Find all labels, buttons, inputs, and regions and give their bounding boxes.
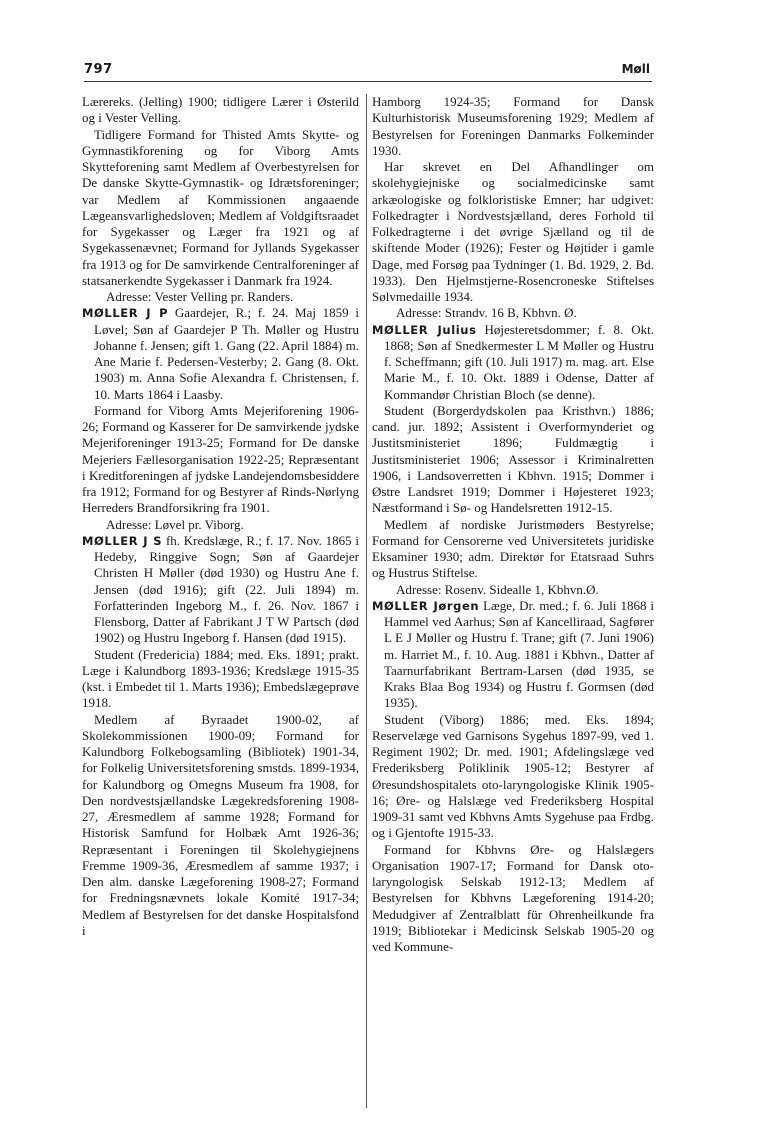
- entry-name: MØLLER Julius: [372, 322, 477, 337]
- entry-text: Højesteretsdommer; f. 8. Okt. 1868; Søn af Snedkermester L M Møller og Hustru f. Scheffmann; gift (10. Juli 1917) m. mag. art. Else Marie M., f. 10. Okt. 1889 i Odense, Datter af Kommandør Christian Bloch (se denne).: [384, 321, 654, 402]
- left-column: [82, 94, 359, 939]
- header-rule: [84, 81, 652, 82]
- column-divider: [366, 94, 367, 1108]
- address-line: Adresse: Strandv. 16 B, Kbhvn. Ø.: [396, 305, 577, 321]
- paragraph: Student (Borgerdydskolen paa Kristhvn.) 1886; cand. jur. 1892; Assistent i Overformynderiet og Justitsministeriet 1896; Fuldmægtig i Justitsministeriet 1906; Assessor i Kriminalretten 1906, i Landsoverretten i Kbhvn. 1915; Dommer i Østre Landsret 1919; Dommer i Højesteret 1923; Næstformand i Sø- og Handelsretten 1912-15.: [372, 402, 654, 516]
- paragraph: Lærereks. (Jelling) 1900; tidligere Lærer i Østerild og i Vester Velling.: [82, 94, 359, 126]
- entry-name: MØLLER J S: [82, 533, 163, 548]
- paragraph: Hamborg 1924-35; Formand for Dansk Kulturhistorisk Museumsforening 1929; Medlem af Bestyrelsen for Foreningen Danmarks Folkeminder 1930.: [372, 94, 654, 158]
- paragraph: Formand for Viborg Amts Mejeriforening 1906-26; Formand og Kasserer for De samvirkende jydske Mejeriforeninger 1913-25; Formand for De danske Mejeriers Fællesorganisation 1922-25; Repræsentant i Kreditforeningen af jydske Landejendomsbesiddere fra 1912; Formand for og Bestyrer af Rinds-Nørlyng Herreders Brandforsikring fra 1901.: [82, 402, 359, 516]
- page-number: 797: [84, 62, 113, 77]
- biography-entry: [82, 533, 359, 647]
- paragraph: Tidligere Formand for Thisted Amts Skytte- og Gymnastikforening og for Viborg Amts Skytteforening samt Medlem af Overbestyrelsen for De danske Skytte-Gymnastik- og Idrætsforeninger; var Medlem af Kommissionen angaaende Lægeansvarlighedsloven; Medlem af Voldgiftsraadet for Sygekasser og Læger fra 1921 og af Sygekassenævnet; Formand for Jyllands Sygekasser fra 1913 og for De samvirkende Centralforeninger af statsanerkendte Sygekasser i Danmark fra 1924.: [82, 126, 359, 288]
- paragraph: Student (Fredericia) 1884; med. Eks. 1891; prakt. Læge i Kalundborg 1893-1936; Kredslæge 1915-35 (kst. i Embedet til 1. Marts 1936); Embedslægeprøve 1918.: [82, 646, 359, 711]
- page-header: [84, 62, 650, 80]
- paragraph: Medlem af Byraadet 1900-02, af Skolekommissionen 1900-09; Formand for Kalundborg Folkebogsamling (Bibliotek) 1901-34, for Folkelig Universitetsforening smstds. 1899-1934, for Kalundborg og Omegns Museum fra 1908, for Den nordvestsjællandske Lægekredsforening 1908-27, Æresmedlem af samme 1928; Formand for Historisk Samfund for Holbæk Amt 1926-36; Repræsentant i Foreningen til Skolehygiejnens Fremme 1909-36, Æresmedlem af samme 1937; i Den alm. danske Lægeforening 1908-27; Formand for Fredningsnævnets lokale Komité 1917-34; Medlem af Bestyrelsen for det danske Hospitalsfond i: [82, 711, 359, 938]
- address-line: Adresse: Rosenv. Sidealle 1, Kbhvn.Ø.: [396, 581, 599, 597]
- entry-text: Læge, Dr. med.; f. 6. Juli 1868 i Hammel ved Aarhus; Søn af Kancelliraad, Sagfører L E J Møller og Hustru f. Trane; gift (7. Juni 1906) m. Harriet M., f. 10. Aug. 1881 i Kbhvn., Datter af Taarnurfabrikant Bertram-Larsen (død 1935, se Kraks Blaa Bog 1934) og Hustru f. Gormsen (død 1935).: [384, 597, 654, 711]
- entry-name: MØLLER Jørgen: [372, 598, 480, 613]
- paragraph: Medlem af nordiske Juristmøders Bestyrelse; Formand for Censorerne ved Universitetets juridiske Eksaminer 1930; adm. Direktør for Etatsraad Suhrs og Hustrus Stiftelse.: [372, 516, 654, 581]
- biography-entry: [82, 305, 359, 403]
- biography-entry: [372, 598, 654, 712]
- paragraph: Har skrevet en Del Afhandlinger om skolehygiejniske og socialmedicinske samt arkæologiske og folkloristiske Emner; har udgivet: Folkedragter i Nordvestsjælland, deres Forhold til Folkedragterne i det øvrige Sjælland og til de skiftende Moder (1926); Fester og Højtider i gamle Dage, med Forsøg paa Tydninger (1. Bd. 1929, 2. Bd. 1933). Den Hjelmstjerne-Rosencroneske Stiftelses Sølvmedaille 1934.: [372, 159, 654, 304]
- entry-text: Gaardejer, R.; f. 24. Maj 1859 i Løvel; Søn af Gaardejer P Th. Møller og Hustru Johanne f. Jensen; gift 1. Gang (22. April 1884) m. Ane Marie f. Pedersen-Vesterby; 2. Gang (8. Okt. 1903) m. Anna Sofie Alexandra f. Christensen, f. 10. Marts 1864 i Laasby.: [94, 305, 359, 402]
- running-head: Møll: [621, 62, 650, 76]
- entry-name: MØLLER J P: [82, 306, 169, 321]
- paragraph: Formand for Kbhvns Øre- og Halslægers Organisation 1907-17; Formand for Dansk oto-laryngologisk Selskab 1912-13; Medlem af Bestyrelsen for Kbhvns Lægeforening 1914-20; Medudgiver af Zentralblatt für Ohrenheilkunde fra 1919; Bibliotekar i Medicinsk Selskab 1905-20 og ved Kommune-: [372, 841, 654, 954]
- entry-text: fh. Kredslæge, R.; f. 17. Nov. 1865 i Hedeby, Ringgive Sogn; Søn af Gaardejer Christen H Møller (død 1930) og Hustru Ane f. Jensen (død 1916); gift (22. Juli 1894) m. Forfatterinden Ingeborg M., f. 26. Nov. 1867 i Flensborg, Datter af Fabrikant J T W Partsch (død 1902) og Hustru Ingeborg f. Hansen (død 1915).: [94, 532, 359, 646]
- paragraph: Student (Viborg) 1886; med. Eks. 1894; Reservelæge ved Garnisons Sygehus 1897-99, ved 1. Regiment 1902; Dr. med. 1901; Afdelingslæge ved Frederiksberg Poliklinik 1905-12; Bestyrer af Øresundshospitalets oto-laryngologiske Klinik 1905-16; Øre- og Halslæge ved Frederiksberg Hospital 1909-31 samt ved Kbhvns Amts Sygehuse paa Frdbg. og i Gjentofte 1915-33.: [372, 711, 654, 841]
- address-line: Adresse: Løvel pr. Viborg.: [106, 516, 244, 532]
- right-column: [372, 94, 654, 955]
- biography-entry: [372, 322, 654, 403]
- address-line: Adresse: Vester Velling pr. Randers.: [106, 289, 294, 304]
